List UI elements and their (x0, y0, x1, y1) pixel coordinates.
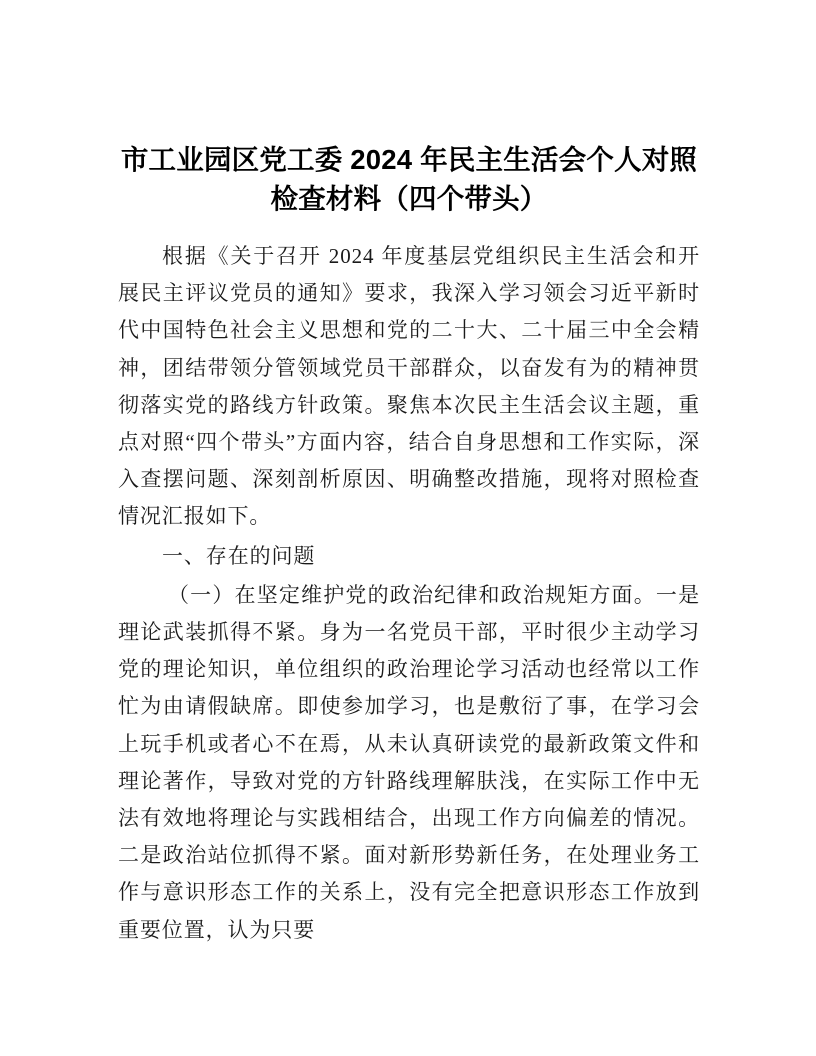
section-heading-existing-problems: 一、存在的问题 (162, 543, 316, 568)
page-title-line-1: 市工业园区党工委 2024 年民主生活会个人对照 (120, 144, 698, 175)
document-body (118, 238, 700, 949)
page-title-line-2: 检查材料（四个带头） (270, 183, 548, 214)
document-content-area (118, 0, 700, 949)
intro-paragraph: 根据《关于召开 2024 年度基层党组织民主生活会和开展民主评议党员的通知》要求，我深入学习领会习近平新时代中国特色社会主义思想和党的二十大、二十届三中全会精神，团结带领分管领域党员干部群众，以奋发有为的精神贯彻落实党的路线方针政策。聚焦本次民主生活会议主题，重点对照“四个带头”方面内容，结合自身思想和工作实际，深入查摆问题、深刻剖析原因、明确整改措施，现将对照检查情况汇报如下。 (118, 244, 700, 529)
page-title (118, 0, 700, 218)
subsection-paragraph-one: （一）在坚定维护党的政治纪律和政治规矩方面。一是理论武装抓得不紧。身为一名党员干部，平时很少主动学习党的理论知识，单位组织的政治理论学习活动也经常以工作忙为由请假缺席。即使参加学习，也是敷衍了事，在学习会上玩手机或者心不在焉，从未认真研读党的最新政策文件和理论著作，导致对党的方针路线理解肤浅，在实际工作中无法有效地将理论与实践相结合，出现工作方向偏差的情况。二是政治站位抓得不紧。面对新形势新任务，在处理业务工作与意识形态工作的关系上，没有完全把意识形态工作放到重要位置，认为只要 (118, 582, 700, 942)
